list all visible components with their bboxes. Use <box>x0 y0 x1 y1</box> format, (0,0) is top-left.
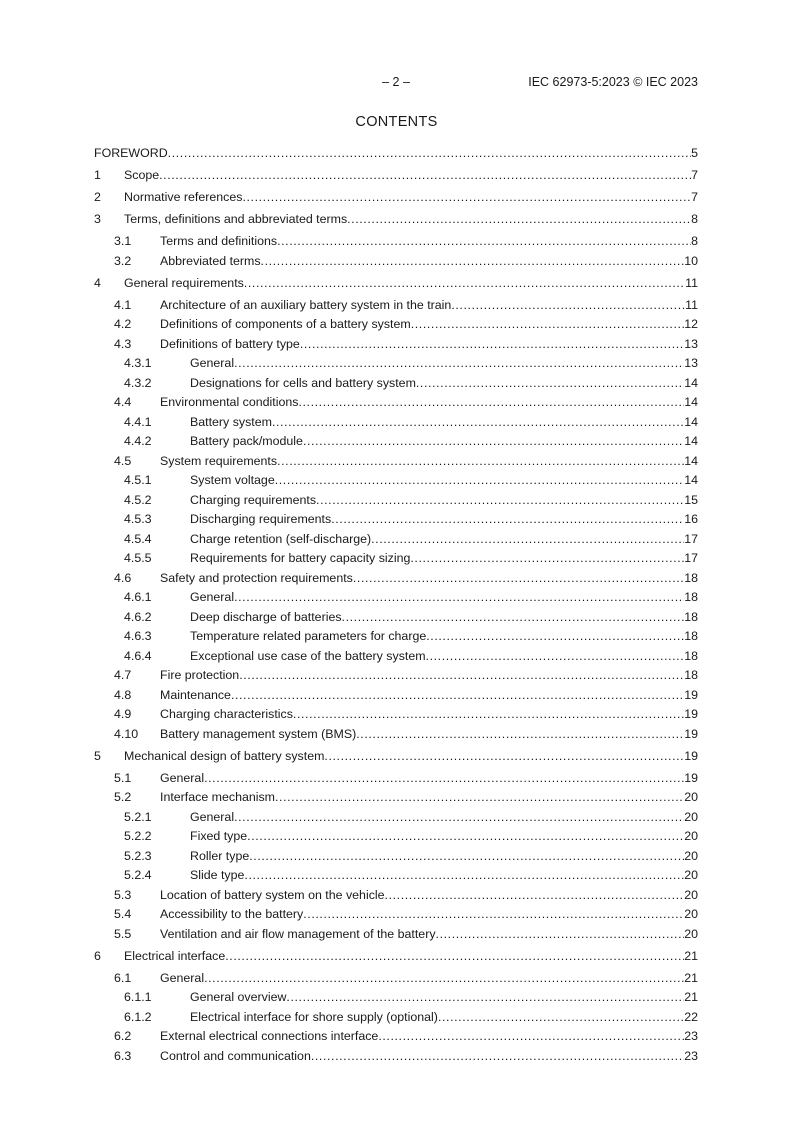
toc-entry-number: 4.4.1 <box>124 414 152 429</box>
toc-dot-leader <box>331 512 684 527</box>
toc-entry-title: Scope <box>124 168 160 182</box>
toc-entry-page: 20 <box>684 907 698 921</box>
toc-entry[interactable] <box>94 904 698 922</box>
toc-entry-page: 11 <box>685 297 698 312</box>
toc-dot-leader <box>286 990 684 1005</box>
toc-dot-leader <box>204 971 684 986</box>
toc-entry-page: 20 <box>684 848 698 863</box>
toc-dot-leader <box>277 454 684 469</box>
toc-entry-title: Battery pack/module <box>190 434 303 448</box>
toc-entry[interactable] <box>94 231 698 249</box>
toc-entry-page: 18 <box>684 570 698 585</box>
toc-entry-title: Definitions of battery type <box>160 336 300 351</box>
toc-entry-number: 4.9 <box>114 707 132 721</box>
toc-entry[interactable] <box>94 924 698 942</box>
toc-entry[interactable] <box>94 1026 698 1044</box>
toc-entry[interactable] <box>94 704 698 722</box>
toc-entry-page: 18 <box>684 609 698 624</box>
toc-dot-leader <box>410 551 684 566</box>
toc-entry[interactable] <box>94 946 698 964</box>
toc-entry-number: 4.7 <box>114 668 132 682</box>
toc-dot-leader <box>234 356 684 371</box>
toc-title: CONTENTS <box>355 114 438 130</box>
toc-entry-number: 6 <box>94 948 101 963</box>
toc-entry[interactable] <box>94 626 698 644</box>
toc-entry-page: 14 <box>684 375 698 390</box>
toc-entry[interactable] <box>94 768 698 786</box>
toc-entry-title: Charging requirements <box>190 492 317 507</box>
toc-entry-title: Discharging requirements <box>190 512 332 526</box>
toc-entry-number: 4.2 <box>114 317 132 331</box>
toc-entry-title: Abbreviated terms <box>160 253 261 268</box>
toc-entry[interactable] <box>94 295 698 313</box>
toc-entry-title: FOREWORD <box>94 146 168 160</box>
toc-dot-leader <box>300 337 684 352</box>
toc-entry-page: 18 <box>684 668 698 682</box>
toc-entry-page: 14 <box>684 395 698 409</box>
toc-entry-title: Interface mechanism <box>160 790 276 804</box>
toc-entry-page: 14 <box>684 473 698 487</box>
toc-entry-title: General overview <box>190 990 287 1004</box>
toc-dot-leader <box>249 849 684 864</box>
toc-entry-page: 19 <box>684 748 698 763</box>
toc-entry[interactable] <box>94 1046 698 1064</box>
toc-entry-number: 4.5.1 <box>124 473 152 487</box>
toc-entry-page: 19 <box>684 707 698 721</box>
toc-dot-leader <box>244 868 684 883</box>
toc-entry[interactable] <box>94 431 698 449</box>
toc-entry[interactable] <box>94 251 698 269</box>
toc-entry-title: Control and communication <box>160 1048 311 1063</box>
toc-entry-page: 7 <box>691 190 698 204</box>
toc-entry-title: General <box>190 809 235 824</box>
toc-entry-page: 18 <box>684 590 698 604</box>
toc-entry-title: Exceptional use case of the battery system <box>190 648 426 663</box>
toc-entry-number: 4.6.2 <box>124 609 152 624</box>
toc-entry-title: Terms, definitions and abbreviated terms <box>124 212 348 226</box>
toc-entry[interactable] <box>94 865 698 883</box>
toc-entry-number: 4.5.4 <box>124 531 152 546</box>
toc-entry[interactable] <box>94 568 698 586</box>
toc-entry-number: 4.6.1 <box>124 590 152 604</box>
toc-entry-title: Fixed type <box>190 829 248 843</box>
toc-entry-title: General <box>190 590 235 604</box>
toc-entry-page: 20 <box>684 887 698 902</box>
toc-entry-number: 5.2.1 <box>124 809 152 824</box>
toc-entry[interactable] <box>94 807 698 825</box>
toc-entry[interactable] <box>94 490 698 508</box>
toc-entry[interactable] <box>94 646 698 664</box>
toc-entry[interactable] <box>94 470 698 488</box>
toc-dot-leader <box>231 688 684 703</box>
toc-entry-title: Normative references <box>124 190 243 204</box>
toc-entry-number: 5.4 <box>114 907 132 921</box>
toc-entry-title: Fire protection <box>160 668 240 682</box>
toc-entry[interactable] <box>94 165 698 183</box>
toc-entry[interactable] <box>94 529 698 547</box>
toc-entry[interactable] <box>94 548 698 566</box>
toc-entry[interactable] <box>94 665 698 683</box>
toc-entry[interactable] <box>94 187 698 205</box>
toc-entry[interactable] <box>94 846 698 864</box>
toc-entry[interactable] <box>94 373 698 391</box>
toc-dot-leader <box>356 727 684 742</box>
toc-entry-number: 4.5 <box>114 453 132 468</box>
toc-entry-number: 5.1 <box>114 770 132 785</box>
toc-dot-leader <box>416 376 684 391</box>
toc-entry-title: Battery management system (BMS) <box>160 726 357 741</box>
toc-entry-title: Architecture of an auxiliary battery system in the train <box>160 297 452 312</box>
toc-entry-title: Environmental conditions <box>160 395 299 409</box>
toc-entry[interactable] <box>94 987 698 1005</box>
toc-entry[interactable] <box>94 1007 698 1025</box>
toc-dot-leader <box>451 298 685 313</box>
toc-dot-leader <box>385 888 685 903</box>
toc-entry-page: 19 <box>684 770 698 785</box>
toc-dot-leader <box>436 927 685 942</box>
toc-entry-title: Accessibility to the battery <box>160 907 304 921</box>
toc-entry-page: 15 <box>684 492 698 507</box>
toc-entry-page: 8 <box>691 212 698 226</box>
toc-entry-title: System voltage <box>190 473 275 487</box>
toc-entry[interactable] <box>94 273 698 291</box>
toc-entry-page: 12 <box>684 317 698 331</box>
toc-entry[interactable] <box>94 968 698 986</box>
toc-entry[interactable] <box>94 143 698 161</box>
toc-dot-leader <box>303 434 684 449</box>
toc-entry-number: 5.2.4 <box>124 868 152 882</box>
toc-entry-page: 20 <box>684 809 698 824</box>
toc-entry-page: 13 <box>684 356 698 370</box>
toc-dot-leader <box>298 395 684 410</box>
toc-entry-page: 23 <box>684 1029 698 1043</box>
toc-entry-page: 20 <box>684 790 698 804</box>
toc-entry-number: 6.3 <box>114 1048 132 1063</box>
toc-dot-leader <box>247 829 684 844</box>
toc-dot-leader <box>353 571 684 586</box>
toc-entry-number: 4.4 <box>114 395 132 409</box>
toc-entry-title: General requirements <box>124 275 244 290</box>
toc-entry-title: Battery system <box>190 414 272 429</box>
toc-entry-page: 7 <box>691 168 698 182</box>
toc-entry-number: 5.2.2 <box>124 829 152 843</box>
toc-entry-title: Electrical interface for shore supply (optional) <box>190 1009 438 1024</box>
toc-entry-number: 5.5 <box>114 926 132 941</box>
toc-entry[interactable] <box>94 314 698 332</box>
toc-entry-number: 5.2 <box>114 790 132 804</box>
toc-entry-page: 19 <box>684 726 698 741</box>
toc-entry-number: 5 <box>94 748 101 763</box>
toc-entry-title: General <box>190 356 235 370</box>
toc-dot-leader <box>261 254 685 269</box>
toc-entry-page: 20 <box>684 829 698 843</box>
toc-dot-leader <box>347 212 691 227</box>
toc-entry-page: 14 <box>684 414 698 429</box>
toc-dot-leader <box>239 668 684 683</box>
toc-entry-page: 21 <box>684 948 698 963</box>
toc-entry-number: 6.2 <box>114 1029 132 1043</box>
toc-dot-leader <box>168 146 691 161</box>
toc-dot-leader <box>242 190 691 205</box>
toc-entry[interactable] <box>94 787 698 805</box>
toc-entry-page: 20 <box>684 868 698 882</box>
toc-dot-leader <box>293 707 684 722</box>
toc-entry-number: 4.4.2 <box>124 434 152 448</box>
toc-entry-number: 4.8 <box>114 687 132 702</box>
document-reference: IEC 62973-5:2023 © IEC 2023 <box>528 75 698 89</box>
toc-entry-number: 4.3.1 <box>124 356 152 370</box>
toc-entry-page: 14 <box>684 434 698 448</box>
toc-entry-number: 4.5.5 <box>124 551 152 565</box>
toc-entry-number: 3.1 <box>114 234 132 248</box>
toc-entry-title: Terms and definitions <box>160 234 278 248</box>
toc-entry[interactable] <box>94 607 698 625</box>
toc-entry-number: 4.10 <box>114 726 139 741</box>
toc-entry-page: 19 <box>684 687 698 702</box>
toc-entry-number: 5.2.3 <box>124 848 152 863</box>
toc-entry[interactable] <box>94 353 698 371</box>
toc-entry-title: External electrical connections interface <box>160 1029 379 1043</box>
toc-entry-title: Ventilation and air flow management of the battery <box>160 926 436 941</box>
toc-dot-leader <box>316 493 684 508</box>
toc-entry-number: 4.6.4 <box>124 648 152 663</box>
toc-entry-number: 1 <box>94 168 101 182</box>
toc-dot-leader <box>411 317 685 332</box>
toc-dot-leader <box>303 907 684 922</box>
toc-dot-leader <box>272 415 684 430</box>
toc-entry-page: 13 <box>684 336 698 351</box>
toc-entry-title: Designations for cells and battery system <box>190 375 416 390</box>
toc-entry[interactable] <box>94 885 698 903</box>
toc-dot-leader <box>234 590 684 605</box>
toc-dot-leader <box>204 771 684 786</box>
toc-entry-number: 4.3 <box>114 336 132 351</box>
toc-entry-page: 16 <box>684 512 698 526</box>
toc-entry-number: 4.6 <box>114 570 132 585</box>
toc-dot-leader <box>311 1049 684 1064</box>
toc-dot-leader <box>438 1010 684 1025</box>
toc-entry-number: 3.2 <box>114 253 132 268</box>
toc-entry-page: 23 <box>684 1048 698 1063</box>
toc-entry-page: 5 <box>691 146 698 160</box>
toc-entry-title: Slide type <box>190 868 245 882</box>
toc-entry-title: Electrical interface <box>124 948 226 963</box>
toc-entry-number: 4.1 <box>114 297 132 312</box>
toc-entry-number: 2 <box>94 190 101 204</box>
toc-dot-leader <box>159 168 691 183</box>
toc-dot-leader <box>277 234 691 249</box>
toc-entry-title: Charge retention (self-discharge) <box>190 531 372 546</box>
toc-entry-page: 17 <box>684 551 698 565</box>
toc-entry[interactable] <box>94 724 698 742</box>
toc-entry[interactable] <box>94 451 698 469</box>
toc-entry[interactable] <box>94 392 698 410</box>
toc-entry[interactable] <box>94 209 698 227</box>
toc-entry-title: General <box>160 970 205 985</box>
toc-entry-title: Roller type <box>190 848 250 863</box>
toc-entry-page: 22 <box>684 1009 698 1024</box>
toc-entry-title: Charging characteristics <box>160 707 293 721</box>
toc-entry-page: 18 <box>684 648 698 663</box>
toc-entry[interactable] <box>94 746 698 764</box>
toc-dot-leader <box>371 532 684 547</box>
toc-entry-title: Location of battery system on the vehicle <box>160 887 385 902</box>
toc-entry[interactable] <box>94 826 698 844</box>
toc-entry-page: 8 <box>691 234 698 248</box>
toc-entry-title: Maintenance <box>160 687 231 702</box>
toc-entry-title: General <box>160 770 205 785</box>
toc-entry-page: 17 <box>684 531 698 546</box>
toc-entry-page: 14 <box>684 453 698 468</box>
toc-dot-leader <box>324 749 684 764</box>
toc-entry[interactable] <box>94 412 698 430</box>
toc-entry-page: 10 <box>684 253 698 268</box>
toc-entry-title: Temperature related parameters for charge <box>190 629 427 643</box>
toc-entry-number: 6.1.1 <box>124 990 152 1004</box>
toc-dot-leader <box>426 629 684 644</box>
toc-entry[interactable] <box>94 509 698 527</box>
page-number: – 2 – <box>382 75 410 89</box>
toc-entry-title: Safety and protection requirements <box>160 570 353 585</box>
toc-entry-number: 3 <box>94 212 101 226</box>
toc-entry-number: 4.6.3 <box>124 629 152 643</box>
toc-entry-title: Mechanical design of battery system <box>124 748 325 763</box>
toc-dot-leader <box>225 949 684 964</box>
toc-entry[interactable] <box>94 685 698 703</box>
toc-entry-title: Requirements for battery capacity sizing <box>190 551 411 565</box>
toc-entry-title: Deep discharge of batteries <box>190 609 342 624</box>
toc-dot-leader <box>342 610 685 625</box>
toc-entry-number: 4 <box>94 275 101 290</box>
toc-entry-title: Definitions of components of a battery system <box>160 317 411 331</box>
toc-entry-number: 5.3 <box>114 887 132 902</box>
toc-dot-leader <box>426 649 685 664</box>
toc-entry-number: 6.1.2 <box>124 1009 152 1024</box>
toc-entry-page: 20 <box>684 926 698 941</box>
toc-entry-page: 11 <box>685 275 698 290</box>
toc-entry-number: 6.1 <box>114 970 132 985</box>
toc-entry[interactable] <box>94 587 698 605</box>
toc-entry-number: 4.3.2 <box>124 375 152 390</box>
toc-entry-title: System requirements <box>160 453 278 468</box>
toc-dot-leader <box>275 790 684 805</box>
page-header <box>94 75 698 93</box>
toc-entry-page: 18 <box>684 629 698 643</box>
toc-entry[interactable] <box>94 334 698 352</box>
toc-entry-number: 4.5.3 <box>124 512 152 526</box>
toc-dot-leader <box>244 276 685 291</box>
toc-entry-number: 4.5.2 <box>124 492 152 507</box>
toc-entry-page: 21 <box>684 990 698 1004</box>
toc-entry-page: 21 <box>684 970 698 985</box>
toc-dot-leader <box>378 1029 684 1044</box>
toc-dot-leader <box>234 810 684 825</box>
toc-dot-leader <box>275 473 684 488</box>
